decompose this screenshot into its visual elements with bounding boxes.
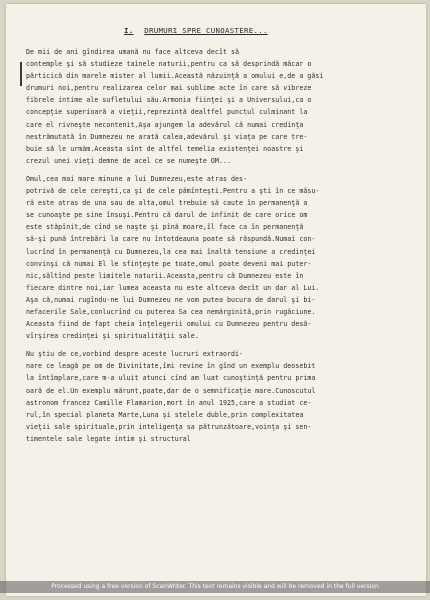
watermark-footer: Processed using a free version of ScanWriter. This text remains visible and will be removed in the full version [0,581,430,593]
document-page [6,4,426,596]
text-line: timentele sale legate intim şi structural [26,434,191,443]
text-line: potrivă de cele cereşti,ca şi de cele pămînteşti.Pentru a şti în ce măsu- [26,187,320,196]
text-line: fiecare dintre noi,iar lumea aceasta nu este altceva decît un dar al Lui. [26,283,320,292]
text-line: Omul,cea mai mare minune a lui Dumnezeu,este atras des- [26,174,248,183]
margin-pen-mark [20,62,22,86]
text-line: care el rivneşte necontenit.Aşa ajungem la adevărul că numai credinţa [26,120,304,129]
text-line: astronom francez Camille Flamarion,mort în anul 1925,care a studiat ce- [26,398,312,407]
text-line: drumuri noi,pentru realizarea celor mai sublime acte în care să vibreze [26,84,312,93]
text-line: convinşi că numai El le sfinţeşte pe toate,omul poate deveni mai puter- [26,259,312,268]
text-line: fibrele intime ale sufletului său.Armonia fiinţei şi a Universului,ca o [26,96,312,105]
document-body [26,46,422,445]
text-line: ră este atras de una sau de alta,omul trebuie să caute în permanenţă a [26,199,308,208]
text-line: se cunoaşte pe sine însuşi.Pentru că darul de infinit de care orice om [26,211,308,220]
text-line: contemple şi să studieze tainele naturii,pentru ca să desprindă măcar o [26,60,312,69]
chapter-number: I. [124,26,134,35]
text-line: Aşa că,numai rugîndu-ne lui Dumnezeu ne vom putea bucura de darul şi bi- [26,295,316,304]
chapter-title: DRUMURI SPRE CUNOASTERE... [144,26,268,35]
text-line: crezul unei vieţi demne de acel ce se numeşte OM... [26,156,232,165]
text-line: buie să le urmăm.Aceasta sînt de altfel temelia existenţei noastre şi [26,144,304,153]
text-line: să-şi pună întrebări la care nu întotdeauna poate să răspundă.Numai con- [26,235,316,244]
text-line: oară de el.Un exemplu mărunt,poate,dar de o semnificaţie mare.Cunoscutul [26,386,316,395]
text-line: rul,în special planeta Marte,Luna şi stelele duble,prin complexitatea [26,410,304,419]
text-line: Aceasta fiind de fapt cheia înţelegerii omului cu Dumnezeu pentru desă- [26,320,312,329]
chapter-heading [124,26,268,35]
text-line: nic,săltînd peste limitele naturii.Aceasta,pentru că Dumnezeu este în [26,271,304,280]
text-line: vieţii sale spirituale,prin inteligenţa sa pătrunzătoare,voinţa şi sen- [26,422,312,431]
text-line: De mii de ani gîndirea umană nu face altceva decît să [26,48,240,56]
text-line: nefacerile Sale,conlucrînd cu puterea Sa cea nemărginită,prin rugăciune. [26,307,316,316]
text-line: părticică din marele mister al lumii.Această năzuinţă a omului e,de a găsi [26,72,324,81]
text-line: este stăpînit,de cînd se naşte şi pînă moare,îl face ca în permanenţă [26,223,304,232]
text-line: Nu ştiu de ce,vorbind despre aceste lucruri extraordi- [26,350,244,359]
text-line: vîrşirea credinţei şi spiritualităţii sale. [26,332,199,341]
text-line: nestrămutată în Dumnezeu ne arată calea,adevărul şi viaţa pe care tre- [26,132,308,141]
text-line: lucrînd în permanenţă cu Dumnezeu,la cea mai înaltă tensiune a credinţei [26,247,316,256]
text-line: concepţie superioară a vieţii,reprezintă dealtfel punctul culminant la [26,108,308,117]
text-line: la întîmplare,care m-a uluit atunci cînd am luat cunoştinţă pentru prima [26,374,316,383]
text-line: nare ce leagă pe om de Divinitate,îmi revine în gînd un exemplu deosebit [26,362,316,371]
